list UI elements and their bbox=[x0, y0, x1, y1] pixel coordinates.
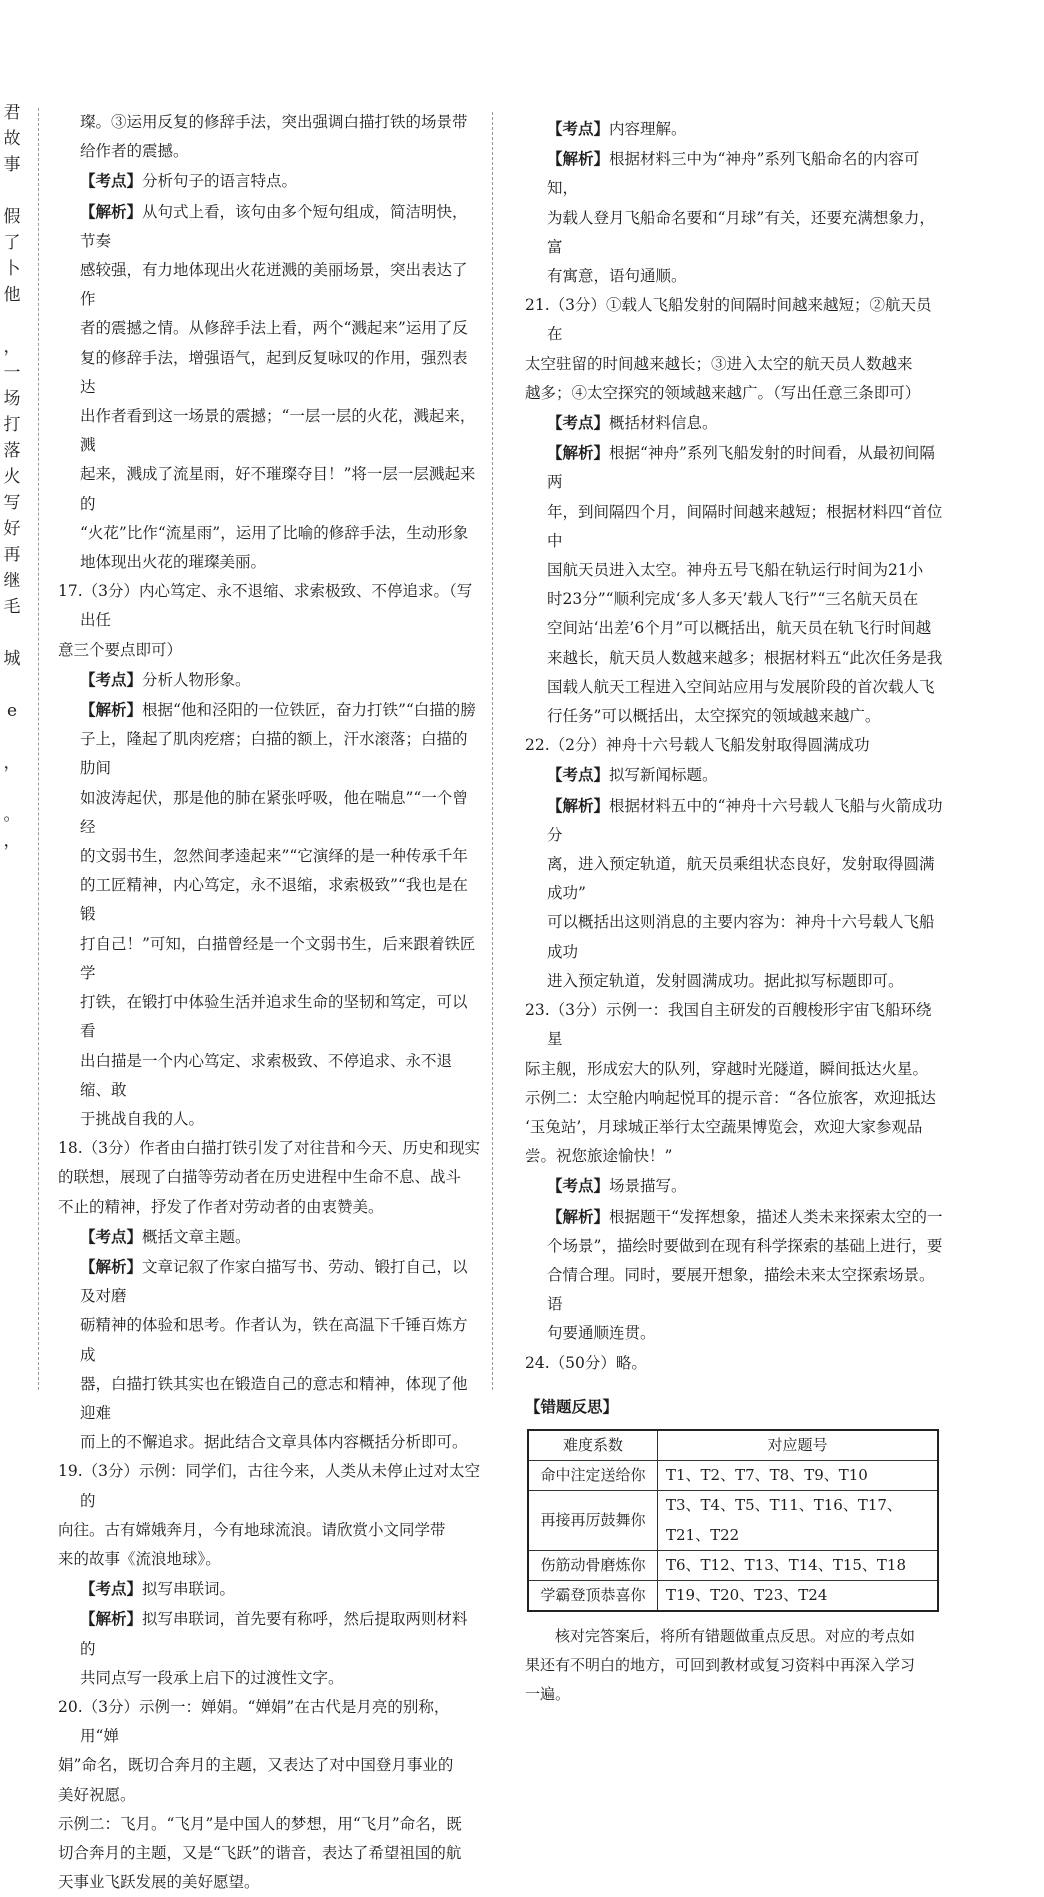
edge-char: ， bbox=[3, 337, 21, 357]
edge-char: 火 bbox=[3, 467, 21, 487]
answer-line: 娟”命名，既切合奔月的主题，又表达了对中国登月事业的 bbox=[58, 1756, 454, 1775]
section-tag: 【解析】 bbox=[80, 201, 143, 221]
edge-char bbox=[0, 672, 24, 698]
answer-line: 17.（3分）内心笃定、永不退缩、求索极致、不停追求。（写出任 bbox=[58, 582, 473, 630]
analysis-line: 国载人航天工程进入空间站应用与发展阶段的首次载人飞 bbox=[547, 677, 935, 696]
edge-char: 他 bbox=[3, 285, 21, 305]
edge-char: 故 bbox=[3, 129, 21, 149]
note-line: 核对完答案后，将所有错题做重点反思。对应的考点如 bbox=[555, 1627, 916, 1646]
difficulty-cell: 学霸登顶恭喜你 bbox=[528, 1580, 658, 1611]
table-row bbox=[528, 1491, 938, 1550]
analysis-line: 【解析】文章记叙了作家白描写书、劳动、锻打自己，以及对磨 bbox=[80, 1256, 468, 1306]
note-line: 一遍。 bbox=[525, 1685, 571, 1704]
analysis-line: 子上，隆起了肌肉疙瘩；白描的额上，汗水滚落；白描的肋间 bbox=[80, 730, 468, 778]
answer-line: 23.（3分）示例一：我国自主研发的百艘梭形宇宙飞船环绕星 bbox=[525, 1001, 932, 1049]
point-line: 【考点】拟写串联词。 bbox=[80, 1579, 236, 1599]
edge-char: 了 bbox=[3, 233, 21, 253]
edge-char bbox=[0, 776, 24, 802]
table-row bbox=[528, 1550, 938, 1580]
center-gutter-line bbox=[492, 112, 493, 1390]
answer-line: 切合奔月的主题，又是“飞跃”的谐音，表达了希望祖国的航 bbox=[58, 1843, 462, 1862]
reflection-note bbox=[525, 1622, 945, 1709]
section-tag: 【解析】 bbox=[80, 1256, 143, 1276]
questions-cell: T3、T4、T5、T11、T16、T17、T21、T22 bbox=[658, 1491, 939, 1550]
edge-char: 一 bbox=[3, 363, 21, 383]
analysis-line: 器，白描打铁其实也在锻造自己的意志和精神，体现了他迎难 bbox=[80, 1374, 468, 1422]
analysis-line: 句要通顺连贯。 bbox=[547, 1324, 656, 1343]
analysis-line: 者的震撼之情。从修辞手法上看，两个“溅起来”运用了反 bbox=[80, 319, 468, 338]
section-tag: 【考点】 bbox=[547, 1176, 610, 1196]
analysis-line: 于挑战自我的人。 bbox=[80, 1109, 205, 1128]
note-line: 果还有不明白的地方，可回到教材或复习资料中再深入学习 bbox=[525, 1656, 916, 1675]
answer-line: 不止的精神，抒发了作者对劳动者的由衷赞美。 bbox=[58, 1197, 384, 1216]
analysis-line: 行任务”可以概括出，太空探究的领域越来越广。 bbox=[547, 707, 881, 726]
analysis-line: 如波涛起伏，那是他的肺在紧张呼吸，他在喘息”“一个曾经 bbox=[80, 788, 468, 836]
answer-line: 越多；④太空探究的领域越来越广。（写出任意三条即可） bbox=[525, 383, 921, 402]
section-tag: 【解析】 bbox=[547, 1206, 610, 1226]
analysis-line: 有寓意，语句通顺。 bbox=[547, 267, 687, 286]
point-line: 【考点】概括材料信息。 bbox=[547, 413, 718, 433]
edge-char: 。 bbox=[3, 805, 21, 825]
section-tag: 【考点】 bbox=[547, 413, 610, 433]
point-line: 【考点】概括文章主题。 bbox=[80, 1226, 251, 1246]
section-tag: 【考点】 bbox=[80, 1579, 143, 1599]
edge-char: ， bbox=[3, 831, 21, 851]
analysis-line: 砺精神的体验和思考。作者认为，铁在高温下千锤百炼方成 bbox=[80, 1316, 468, 1364]
answer-line: 意三个要点即可） bbox=[58, 640, 183, 659]
section-tag: 【解析】 bbox=[80, 1609, 143, 1629]
analysis-line: 【解析】从句式上看，该句由多个短句组成，简洁明快，节奏 bbox=[80, 201, 468, 250]
section-tag: 【考点】 bbox=[547, 765, 610, 785]
analysis-line: 的文弱书生，忽然间孝逵起来”“它演绎的是一种传承千年 bbox=[80, 847, 468, 866]
edge-char: 打 bbox=[3, 415, 21, 435]
answer-line: 22.（2分）神舟十六号载人飞船发射取得圆满成功 bbox=[525, 736, 870, 755]
analysis-line: 为载人登月飞船命名要和“月球”有关，还要充满想象力，富 bbox=[547, 208, 935, 256]
difficulty-cell: 命中注定送给你 bbox=[528, 1461, 658, 1491]
edge-char: 城 bbox=[3, 649, 21, 669]
answer-line: 天事业飞跃发展的美好愿望。 bbox=[58, 1873, 260, 1892]
edge-char: 假 bbox=[3, 207, 21, 227]
analysis-line: 【解析】根据题干“发挥想象，描述人类未来探索太空的一 bbox=[547, 1206, 943, 1226]
edge-char: ， bbox=[3, 753, 21, 773]
left-gutter-line bbox=[38, 108, 39, 1390]
table-header: 对应题号 bbox=[658, 1430, 939, 1461]
analysis-line: 来越长，航天员人数越来越多；根据材料五“此次任务是我 bbox=[547, 648, 943, 667]
questions-cell: T1、T2、T7、T8、T9、T10 bbox=[658, 1461, 939, 1491]
section-tag: 【考点】 bbox=[547, 119, 610, 138]
analysis-line: 而上的不懈追求。据此结合文章具体内容概括分析即可。 bbox=[80, 1433, 468, 1452]
edge-char: 写 bbox=[3, 493, 21, 513]
point-line: 【考点】拟写新闻标题。 bbox=[547, 765, 718, 785]
answer-line: 示例二：飞月。“飞月”是中国人的梦想，用“飞月”命名，既 bbox=[58, 1814, 462, 1833]
analysis-line: 个场景”，描绘时要做到在现有科学探索的基础上进行，要 bbox=[547, 1236, 943, 1255]
answer-line: 向往。古有嫦娥奔月，今有地球流浪。请欣赏小文同学带 bbox=[58, 1520, 446, 1539]
edge-char: 落 bbox=[3, 441, 21, 461]
answer-line: 的联想，展现了白描等劳动者在历史进程中生命不息、战斗 bbox=[58, 1168, 462, 1187]
answer-line: ‘玉兔站’，月球城正举行太空蔬果博览会，欢迎大家参观品 bbox=[525, 1117, 923, 1136]
table-header: 难度系数 bbox=[528, 1430, 658, 1461]
section-tag: 【解析】 bbox=[547, 443, 610, 463]
edge-char bbox=[0, 178, 24, 204]
analysis-line: 地体现出火花的璀璨美丽。 bbox=[80, 553, 267, 572]
answer-line: 20.（3分）示例一：婵娟。“婵娟”在古代是月亮的别称，用“婵 bbox=[58, 1697, 450, 1746]
answer-line: 太空驻留的时间越来越长；③进入太空的航天员人数越来 bbox=[525, 354, 913, 373]
edge-char: 毛 bbox=[3, 597, 21, 617]
questions-cell: T6、T12、T13、T14、T15、T18 bbox=[658, 1550, 939, 1580]
edge-char: 事 bbox=[3, 155, 21, 175]
section-tag: 【解析】 bbox=[80, 700, 143, 720]
edge-char bbox=[0, 724, 24, 750]
analysis-line: 打铁，在锻打中体验生活并追求生命的坚韧和笃定，可以看 bbox=[80, 993, 468, 1041]
point-line: 【考点】分析人物形象。 bbox=[80, 669, 251, 689]
analysis-line: 【解析】根据“神舟”系列飞船发射的时间看，从最初间隔两 bbox=[547, 443, 935, 492]
edge-char: e bbox=[6, 701, 18, 721]
answer-line: 24.（50分）略。 bbox=[525, 1353, 647, 1372]
questions-cell: T19、T20、T23、T24 bbox=[658, 1580, 939, 1611]
edge-char: 继 bbox=[3, 571, 21, 591]
answer-line: 给作者的震撼。 bbox=[80, 142, 189, 161]
analysis-line: 进入预定轨道，发射圆满成功。据此拟写标题即可。 bbox=[547, 971, 904, 990]
section-tag: 【解析】 bbox=[547, 149, 610, 169]
answer-line: 19.（3分）示例：同学们，古往今来，人类从未停止过对太空的 bbox=[58, 1462, 481, 1510]
answer-line: 21.（3分）①载人飞船发射的间隔时间越来越短；②航天员在 bbox=[525, 296, 932, 344]
reflection-table bbox=[527, 1429, 939, 1612]
analysis-line: 起来，溅成了流星雨，好不璀璨夺目！”将一层一层溅起来的 bbox=[80, 465, 476, 513]
point-line: 【考点】内容理解。 bbox=[547, 119, 687, 138]
table-row bbox=[528, 1461, 938, 1491]
analysis-line: “火花”比作“流星雨”，运用了比喻的修辞手法，生动形象 bbox=[80, 523, 469, 542]
analysis-line: 年，到间隔四个月，间隔时间越来越短；根据材料四“首位中 bbox=[547, 502, 943, 550]
edge-char: 卜 bbox=[3, 259, 21, 279]
analysis-line: 出作者看到这一场景的震撼；“一层一层的火花，溅起来，溅 bbox=[80, 407, 476, 455]
analysis-line: 合情合理。同时，要展开想象，描绘未来太空探索场景。语 bbox=[547, 1265, 935, 1314]
edge-char bbox=[0, 308, 24, 334]
left-edge-fragments bbox=[0, 100, 24, 1390]
answer-line: 际主舰，形成宏大的队列，穿越时光隧道，瞬间抵达火星。 bbox=[525, 1059, 929, 1078]
edge-char: 再 bbox=[3, 545, 21, 565]
analysis-line: 【解析】根据材料五中的“神舟十六号载人飞船与火箭成功分 bbox=[547, 795, 943, 844]
left-column bbox=[58, 108, 482, 1897]
analysis-line: 时23分”“顺利完成‘多人多天’载人飞行”“三名航天员在 bbox=[547, 590, 919, 609]
section-tag: 【考点】 bbox=[80, 171, 143, 191]
section-tag: 【考点】 bbox=[80, 669, 143, 689]
analysis-line: 感较强，有力地体现出火花迸溅的美丽场景，突出表达了作 bbox=[80, 261, 468, 309]
answer-line: 尝。祝您旅途愉快！” bbox=[525, 1147, 673, 1166]
edge-char: 好 bbox=[3, 519, 21, 539]
answer-line: 来的故事《流浪地球》。 bbox=[58, 1549, 221, 1568]
analysis-line: 复的修辞手法，增强语气，起到反复咏叹的作用，强烈表达 bbox=[80, 348, 468, 396]
analysis-line: 【解析】根据材料三中为“神舟”系列飞船命名的内容可知， bbox=[547, 149, 920, 198]
analysis-line: 国航天员进入太空。神舟五号飞船在轨运行时间为21小 bbox=[547, 561, 924, 580]
edge-char bbox=[0, 620, 24, 646]
analysis-line: 离，进入预定轨道，航天员乘组状态良好，发射取得圆满成功” bbox=[547, 855, 935, 903]
difficulty-cell: 伤筋动骨磨炼你 bbox=[528, 1550, 658, 1580]
edge-char: 场 bbox=[3, 389, 21, 409]
edge-char: 君 bbox=[3, 103, 21, 123]
answer-line: 示例二：太空舱内响起悦耳的提示音：“各位旅客，欢迎抵达 bbox=[525, 1088, 936, 1107]
analysis-line: 【解析】拟写串联词，首先要有称呼，然后提取两则材料的 bbox=[80, 1609, 468, 1658]
section-tag: 【考点】 bbox=[80, 1226, 143, 1246]
analysis-line: 的工匠精神，内心笃定，永不退缩，求索极致”“我也是在锻 bbox=[80, 876, 468, 924]
table-row bbox=[528, 1580, 938, 1611]
difficulty-cell: 再接再厉鼓舞你 bbox=[528, 1491, 658, 1550]
analysis-line: 空间站‘出差’6个月”可以概括出，航天员在轨飞行时间越 bbox=[547, 619, 932, 638]
analysis-line: 出白描是一个内心笃定、求索极致、不停追求、永不退缩、敢 bbox=[80, 1051, 453, 1099]
analysis-line: 可以概括出这则消息的主要内容为：神舟十六号载人飞船成功 bbox=[547, 913, 935, 961]
point-line: 【考点】分析句子的语言特点。 bbox=[80, 171, 298, 191]
answer-line: 18.（3分）作者由白描打铁引发了对往昔和今天、历史和现实 bbox=[58, 1139, 481, 1158]
answer-line: 美好祝愿。 bbox=[58, 1785, 136, 1804]
analysis-line: 共同点写一段承上启下的过渡性文字。 bbox=[80, 1668, 344, 1687]
analysis-line: 【解析】根据“他和泾阳的一位铁匠，奋力打铁”“白描的膀 bbox=[80, 700, 476, 720]
analysis-line: 打自己！”可知，白描曾经是一个文弱书生，后来跟着铁匠学 bbox=[80, 934, 476, 982]
section-tag: 【解析】 bbox=[547, 795, 610, 815]
point-line: 【考点】场景描写。 bbox=[547, 1176, 687, 1196]
answer-line: 璨。③运用反复的修辞手法，突出强调白描打铁的场景带 bbox=[80, 113, 468, 131]
reflection-title: 【错题反思】 bbox=[525, 1396, 619, 1416]
